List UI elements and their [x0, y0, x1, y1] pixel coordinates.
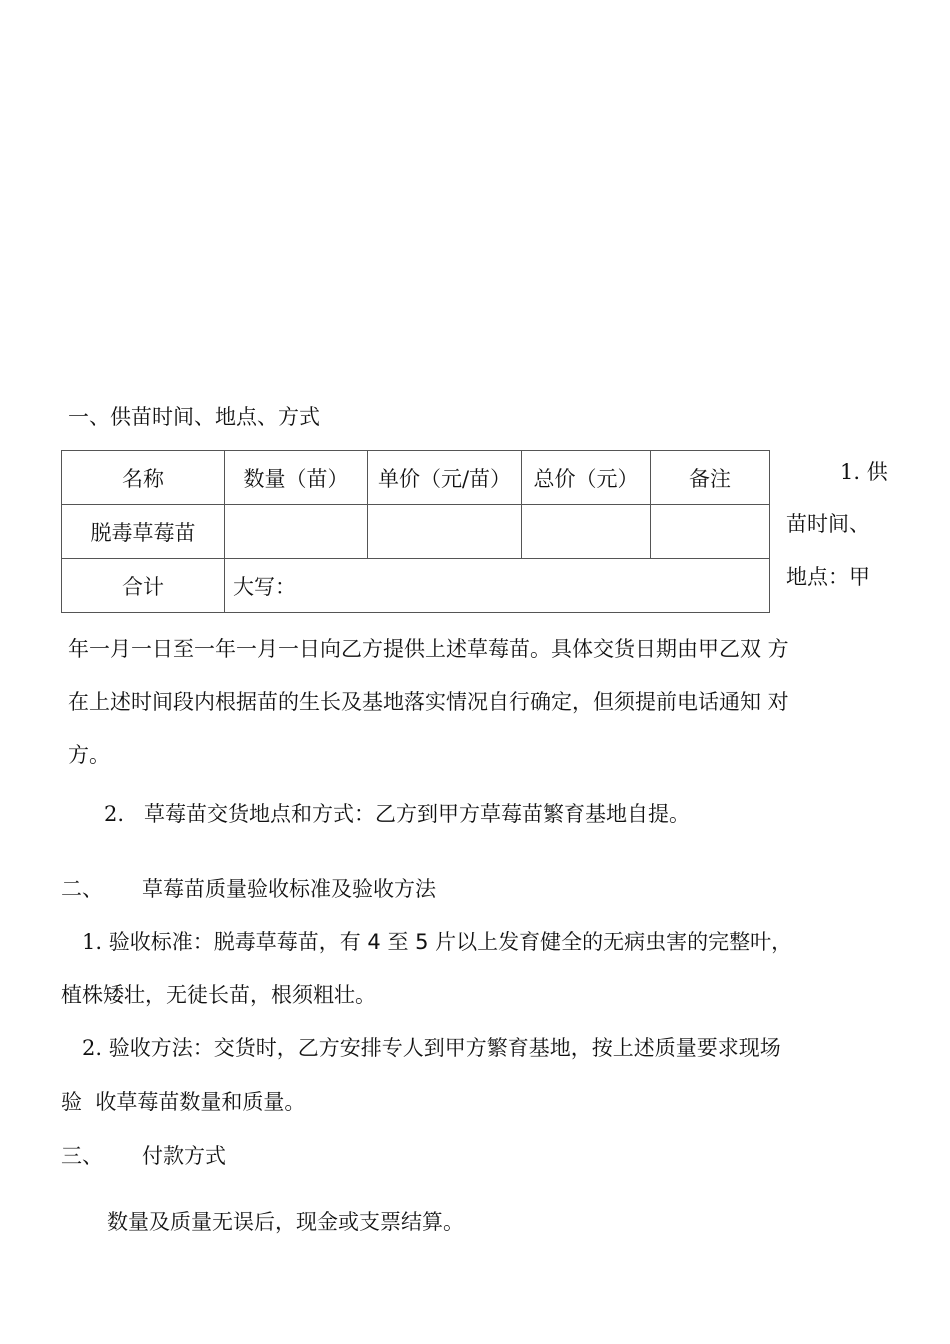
section3-text: 数量及质量无误后，现金或支票结算。 [107, 1210, 464, 1234]
leaf-count-max: 5 [415, 930, 429, 954]
section2-title: 草莓苗质量验收标准及验收方法 [142, 877, 436, 901]
table-header-cell: 备注 [651, 451, 770, 505]
supply-table [61, 450, 770, 613]
section3-title: 付款方式 [142, 1144, 226, 1168]
section2-item2-line1: 2. 验收方法：交货时，乙方安排专人到甲方繁育基地，按上述质量要求现场 [82, 1036, 781, 1060]
section2-item2-line2: 验 收草莓苗数量和质量。 [61, 1090, 306, 1114]
table-cell-total [522, 505, 651, 559]
table-header-row [62, 451, 770, 505]
section2-number: 二、 [61, 877, 103, 901]
section3-number: 三、 [61, 1144, 103, 1168]
section2-item1-line1 [82, 926, 792, 956]
table-header-cell: 名称 [62, 451, 225, 505]
table-row [62, 505, 770, 559]
item1-side-line: 地点：甲 [786, 565, 870, 589]
table-cell-unit-price [368, 505, 522, 559]
text-span: 1. 验收标准：脱毒草莓苗，有 [82, 930, 368, 954]
table-header-cell: 数量（苗） [225, 451, 368, 505]
section2-item1-line2: 植株矮壮，无徒长苗，根须粗壮。 [61, 983, 376, 1007]
leaf-count-min: 4 [367, 930, 381, 954]
table-header-cell: 单价（元/苗） [368, 451, 522, 505]
table-total-label: 合计 [62, 559, 225, 613]
item2-text: 2. 草莓苗交货地点和方式：乙方到甲方草莓苗繁育基地自提。 [104, 802, 691, 826]
table-cell-note [651, 505, 770, 559]
item1-line: 方。 [68, 743, 110, 767]
table-total-row [62, 559, 770, 613]
item1-side-line: 苗时间、 [786, 512, 870, 536]
item1-side-line: 1. 供 [840, 460, 888, 484]
item1-line: 在上述时间段内根据苗的生长及基地落实情况自行确定，但须提前电话通知 对 [68, 690, 789, 714]
table-cell-quantity [225, 505, 368, 559]
table-total-amount: 大写： [225, 559, 770, 613]
table-header-cell: 总价（元） [522, 451, 651, 505]
section1-heading: 一、供苗时间、地点、方式 [68, 405, 320, 429]
item1-line: 年一月一日至一年一月一日向乙方提供上述草莓苗。具体交货日期由甲乙双 方 [68, 637, 789, 661]
text-span: 片以上发育健全的无病虫害的完整叶， [428, 930, 793, 954]
text-span: 至 [380, 930, 416, 954]
table-cell-name: 脱毒草莓苗 [62, 505, 225, 559]
